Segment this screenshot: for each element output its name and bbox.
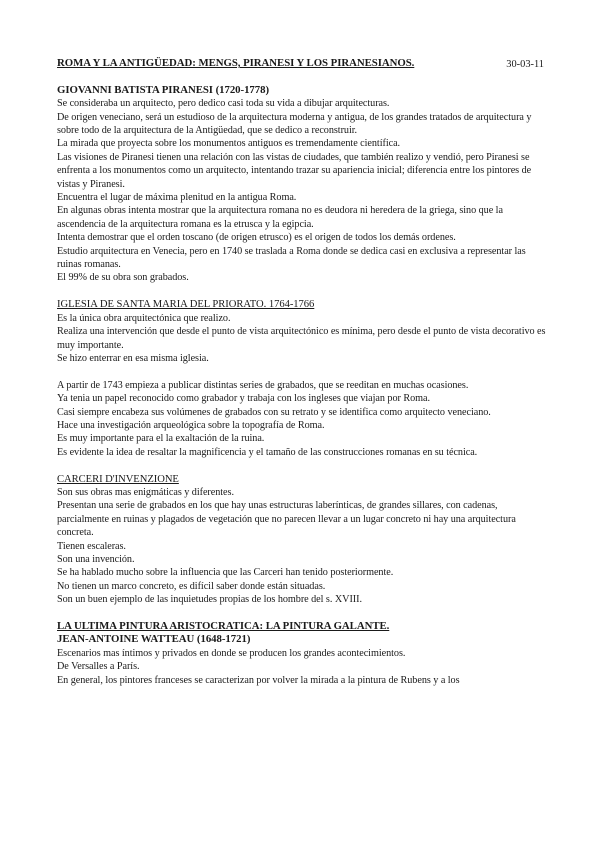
paragraph: Presentan una serie de grabados en los que hay unas estructuras laberínticas, de grandes sillares, con cadenas, parcialmente en ruinas y plagados de vegetación que no parecen llevar a un lugar concreto ni hay una arquitectura concreta. [57,500,516,539]
paragraph: A partir de 1743 empieza a publicar distintas series de grabados, que se reeditan en muchas ocasiones. [57,379,469,391]
paragraph: En algunas obras intenta mostrar que la arquitectura romana no es deudora ni heredera de la griega, sino que la ascendencia de la arquitectura romana es la etrusca y la egipcia. [57,205,503,230]
spacer [57,365,547,378]
paragraph: No tienen un marco concreto, es difícil saber donde están situadas. [57,580,326,592]
paragraph: Es la única obra arquitectónica que realizo. [57,312,231,324]
paragraph: Hace una investigación arqueológica sobre la topografía de Roma. [57,419,325,431]
paragraph: En general, los pintores franceses se caracterizan por volver la mirada a la pintura de Rubens y a los [57,674,460,686]
document-date: 30-03-11 [506,59,544,70]
paragraph: La mirada que proyecta sobre los monumentos antiguos es tremendamente científica. [57,138,401,150]
section-heading-pintura-galante: LA ULTIMA PINTURA ARISTOCRATICA: LA PINTURA GALANTE. [57,619,390,632]
paragraph: Se hizo enterrar en esa misma iglesia. [57,352,209,364]
subheading-watteau: JEAN-ANTOINE WATTEAU (1648-1721) [57,633,251,646]
paragraph: Son una invención. [57,553,135,565]
spacer [57,459,547,472]
paragraph: Se ha hablado mucho sobre la influencia que las Carceri han tenido posteriormente. [57,567,394,579]
spacer [57,607,547,620]
paragraph: El 99% de su obra son grabados. [57,272,189,284]
paragraph: Son un buen ejemplo de las inquietudes propias de los hombre del s. XVIII. [57,594,362,606]
document-title: ROMA Y LA ANTIGÜEDAD: MENGS, PIRANESI Y LOS PIRANESIANOS. [57,57,415,69]
paragraph: Es evidente la idea de resaltar la magnificencia y el tamaño de las construcciones romanas en su técnica. [57,446,478,458]
section-heading-piranesi: GIOVANNI BATISTA PIRANESI (1720-1778) [57,83,270,96]
paragraph: Se consideraba un arquitecto, pero dedico casi toda su vida a dibujar arquitecturas. [57,98,390,110]
paragraph: Es muy importante para el la exaltación de la ruina. [57,433,265,445]
paragraph: Intenta demostrar que el orden toscano (de origen etrusco) es el origen de todos los demás ordenes. [57,232,456,244]
paragraph: De origen veneciano, será un estudioso de la arquitectura moderna y antigua, de los grandes tratados de arquitectura y sobre todo de la arquitectura de la Antigüedad, que se dedico a reconstruir. [57,111,532,137]
document-body [57,57,547,687]
paragraph: Realiza una intervención que desde el punto de vista arquitectónico es mínima, pero desde el punto de vista decorativo es muy importante. [57,326,546,351]
section-heading-priorato: IGLESIA DE SANTA MARIA DEL PRIORATO. 1764-1766 [57,299,315,311]
paragraph: Encuentra el lugar de máxima plenitud en la antigua Roma. [57,192,297,204]
paragraph: Las visiones de Piranesi tienen una relación con las vistas de ciudades, que también realizo y vendió, pero Piranesi se enfrenta a los monumentos como un arquitecto, intentando trazar su apariencia inicial; diferencia entre los pintores de vistas y Piranesi. [57,151,532,190]
spacer [57,285,547,298]
paragraph: Escenarios mas íntimos y privados en donde se producen los grandes acontecimientos. [57,647,406,659]
paragraph: De Versalles a París. [57,661,140,673]
paragraph: Son sus obras mas enigmáticas y diferentes. [57,486,234,498]
section-heading-carceri: CARCERI D'INVENZIONE [57,473,179,485]
paragraph: Ya tenia un papel reconocido como grabador y trabaja con los ingleses que viajan por Roma. [57,393,430,405]
paragraph: Casi siempre encabeza sus volúmenes de grabados con su retrato y se identifica como arquitecto veneciano. [57,406,491,418]
spacer [57,70,547,83]
paragraph: Tienen escaleras. [57,540,126,552]
paragraph: Estudio arquitectura en Venecia, pero en 1740 se traslada a Roma donde se dedica casi en exclusiva a representar las ruinas romanas. [57,245,526,271]
